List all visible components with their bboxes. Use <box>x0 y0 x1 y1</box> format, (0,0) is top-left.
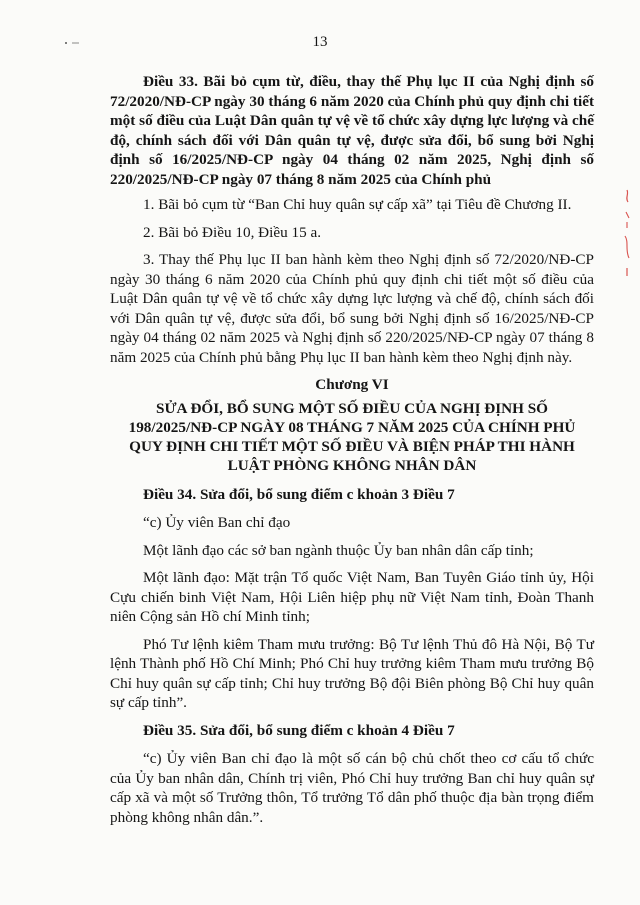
chapter-label: Chương VI <box>315 376 389 393</box>
article-33-heading: Điều 33. Bãi bỏ cụm từ, điều, thay thế Phụ lục II của Nghị định số 72/2020/NĐ-CP ngày 30 tháng 6 năm 2020 của Chính phủ quy định chi tiết một số điều của Luật Dân quân tự vệ về tổ chức xây dựng lực lượng và chế độ, chính sách đối với Dân quân tự vệ, được sửa đổi, bổ sung bởi Nghị định số 16/2025/NĐ-CP ngày 04 tháng 02 năm 2025, Nghị định số 220/2025/NĐ-CP ngày 07 tháng 8 năm 2025 của Chính phủ <box>110 73 594 188</box>
article-35-paragraph-1: “c) Ủy viên Ban chỉ đạo là một số cán bộ chủ chốt theo cơ cấu tổ chức của Ủy ban nhân dân, Chính trị viên, Phó Chỉ huy trưởng Ban chỉ huy quân sự cấp xã và một số Trưởng thôn, Tổ trưởng Tổ dân phố thuộc địa bàn trọng điểm phòng không nhân dân.”. <box>110 750 594 826</box>
article-34-paragraph-4: Phó Tư lệnh kiêm Tham mưu trưởng: Bộ Tư lệnh Thủ đô Hà Nội, Bộ Tư lệnh Thành phố Hồ Chí Minh; Phó Chỉ huy trưởng kiêm Tham mưu trưởng Bộ Chỉ huy quân sự cấp tỉnh; Chỉ huy trưởng Bộ đội Biên phòng Bộ Chỉ huy quân sự cấp tỉnh”. <box>110 635 594 711</box>
article-34-paragraph-1: “c) Ủy viên Ban chỉ đạo <box>143 514 291 531</box>
article-34-paragraph-3: Một lãnh đạo: Mặt trận Tổ quốc Việt Nam, Ban Tuyên Giáo tỉnh ủy, Hội Cựu chiến binh Việt Nam, Hội Liên hiệp phụ nữ Việt Nam tỉnh, Đoàn Thanh niên Cộng sản Hồ chí Minh tỉnh; <box>110 569 594 625</box>
article-35-heading: Điều 35. Sửa đổi, bổ sung điểm c khoản 4 Điều 7 <box>143 721 455 739</box>
article-34-paragraph-2: Một lãnh đạo các sở ban ngành thuộc Ủy ban nhân dân cấp tỉnh; <box>143 541 534 559</box>
chapter-title: SỬA ĐỔI, BỔ SUNG MỘT SỐ ĐIỀU CỦA NGHỊ ĐỊNH SỐ 198/2025/NĐ-CP NGÀY 08 THÁNG 7 NĂM 2025 CỦA CHÍNH PHỦ QUY ĐỊNH CHI TIẾT MỘT SỐ ĐIỀU VÀ BIỆN PHÁP THI HÀNH LUẬT PHÒNG KHÔNG NHÂN DÂN <box>128 399 576 474</box>
margin-pencil-mark <box>620 188 634 280</box>
article-33-item-1: 1. Bãi bỏ cụm từ “Ban Chỉ huy quân sự cấp xã” tại Tiêu đề Chương II. <box>143 196 572 213</box>
document-body <box>110 72 594 835</box>
scan-speck-mark <box>64 40 80 46</box>
article-33-item-3: 3. Thay thế Phụ lục II ban hành kèm theo Nghị định số 72/2020/NĐ-CP ngày 30 tháng 6 năm 2020 của Chính phủ quy định chi tiết một số điều của Luật Dân quân tự vệ về tổ chức xây dựng lực lượng và chế độ, chính sách đối với Dân quân tự vệ, được sửa đổi, bổ sung bởi Nghị định số 16/2025/NĐ-CP ngày 04 tháng 02 năm 2025 và Nghị định số 220/2025/NĐ-CP ngày 07 tháng 8 năm 2025 của Chính phủ bằng Phụ lục II ban hành kèm theo Nghị định này. <box>110 251 594 366</box>
page-number: 13 <box>312 34 328 50</box>
article-33-item-2: 2. Bãi bỏ Điều 10, Điều 15 a. <box>143 223 322 241</box>
article-34-heading: Điều 34. Sửa đổi, bổ sung điểm c khoản 3 Điều 7 <box>143 485 455 503</box>
